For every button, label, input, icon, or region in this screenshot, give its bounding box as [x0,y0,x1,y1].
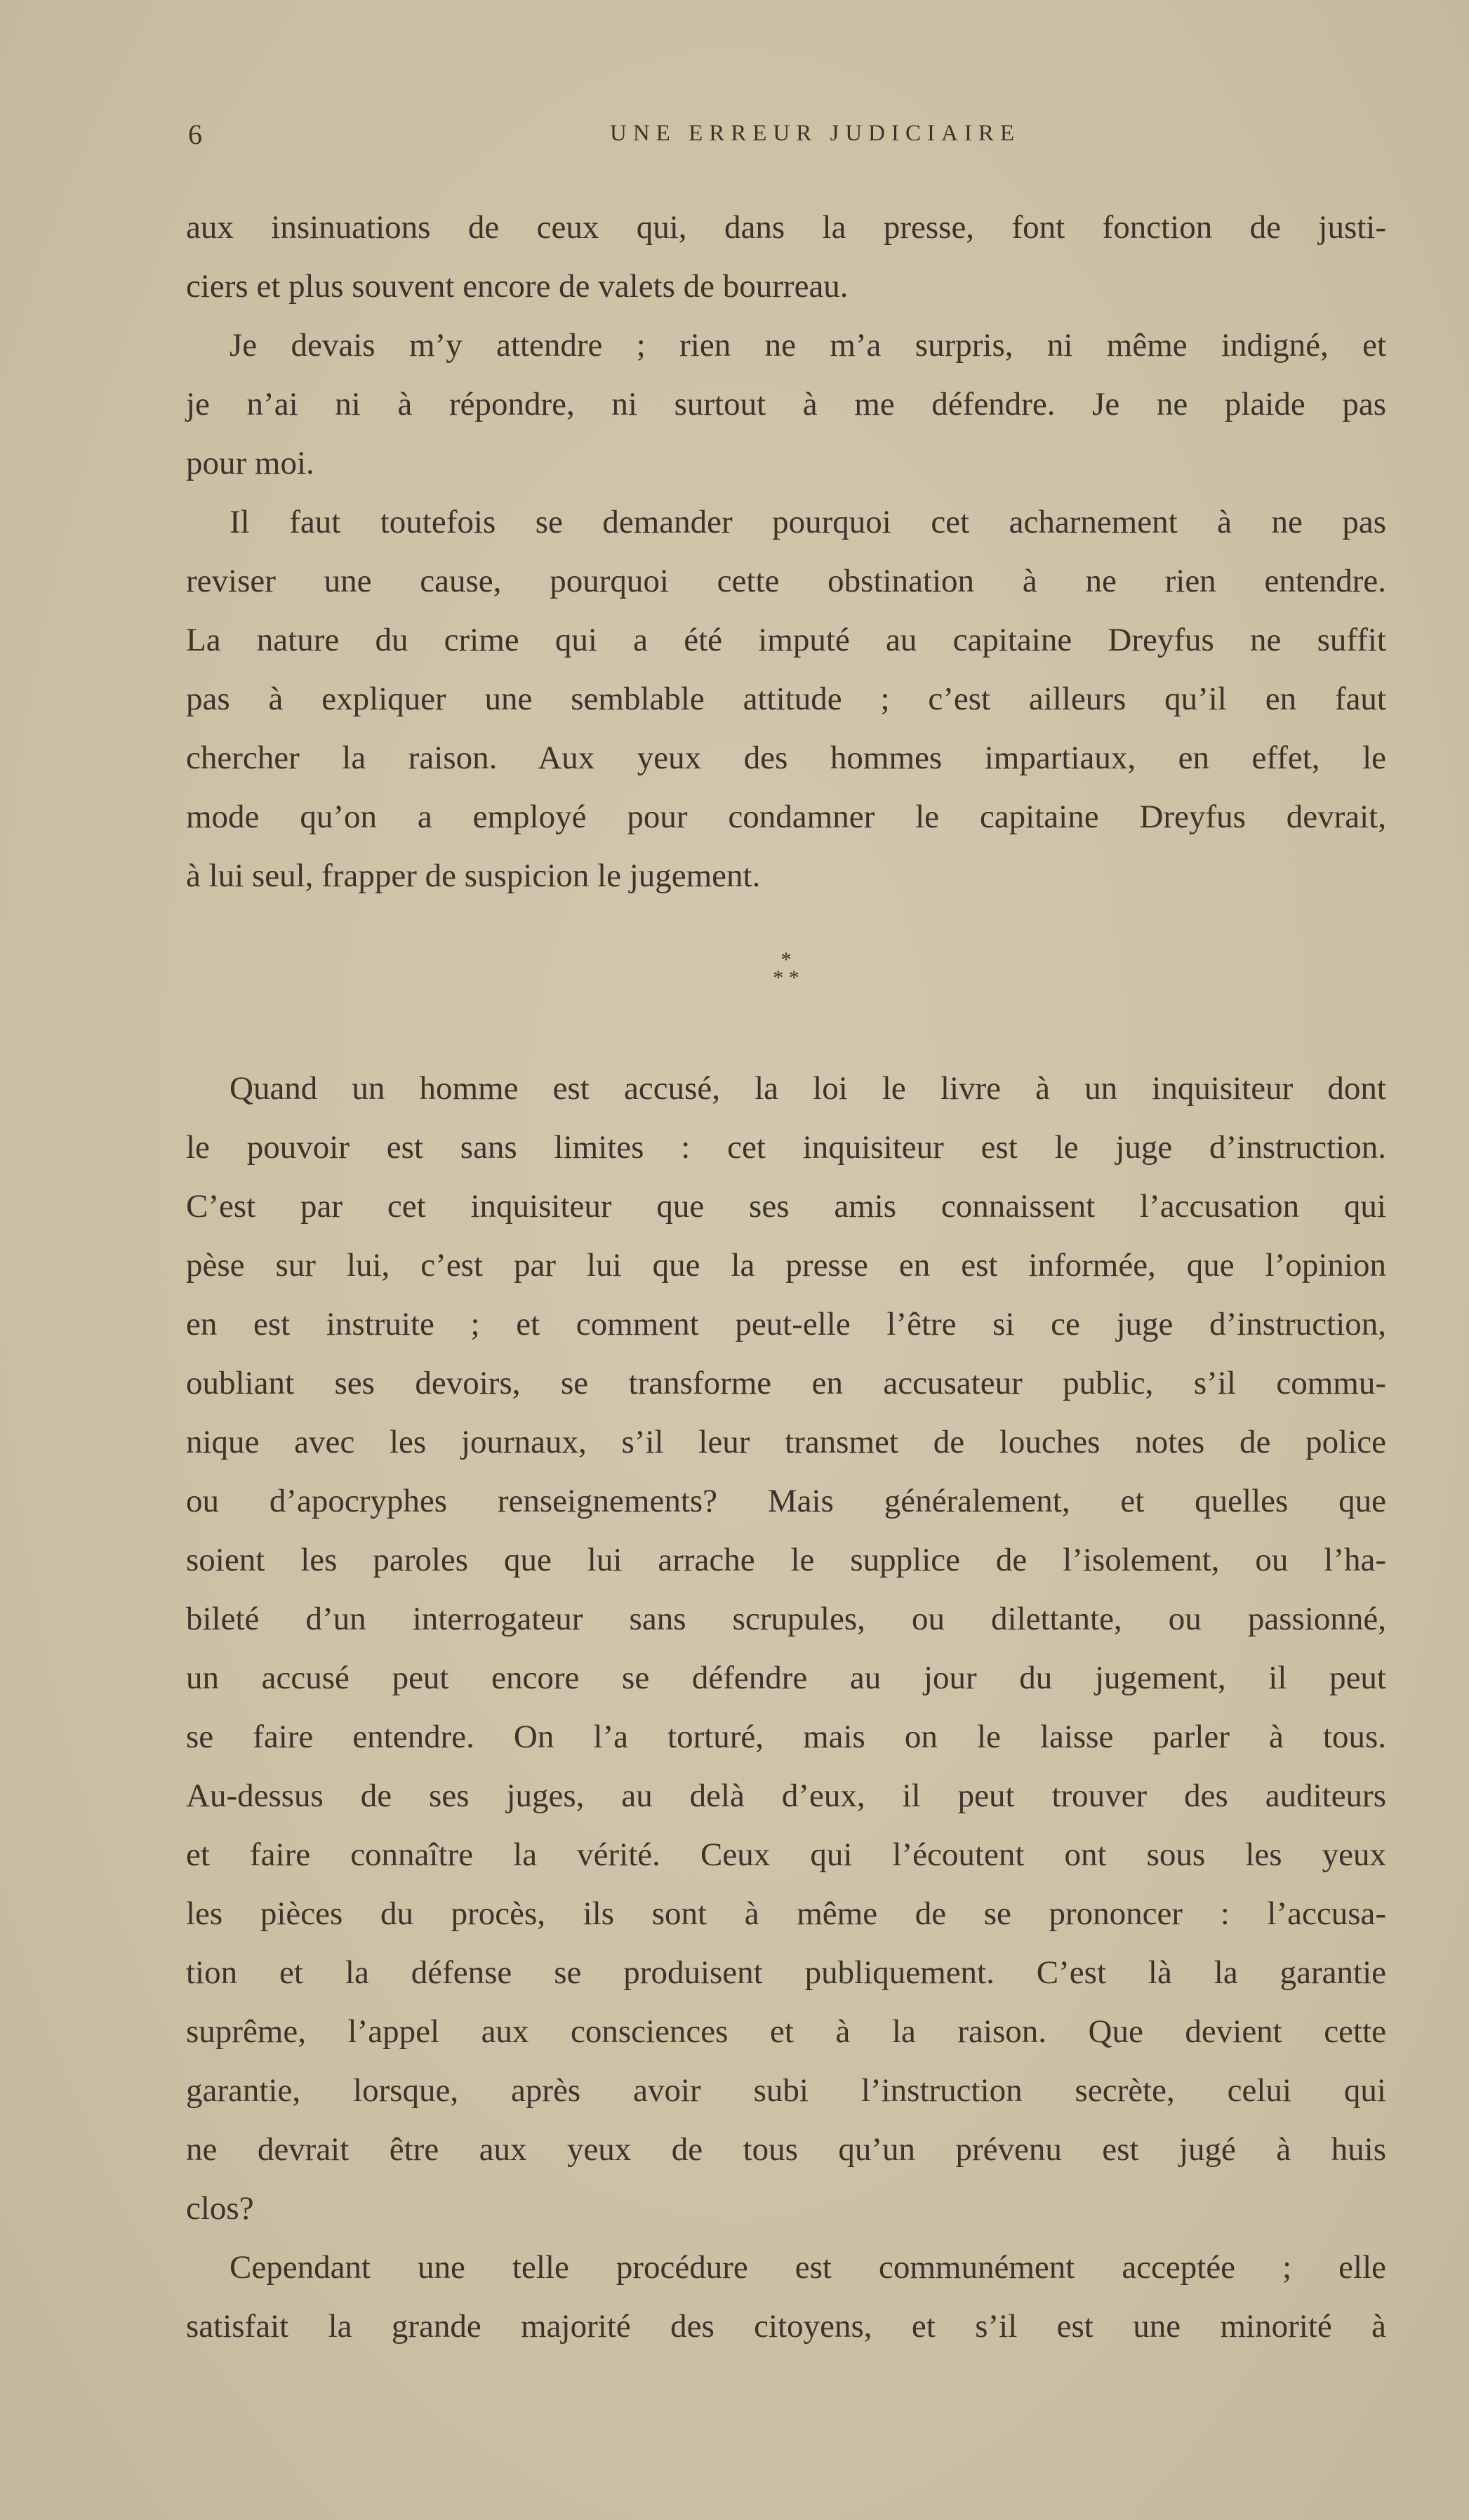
text-line: Au-dessus de ses juges, au delà d’eux, il peut trouver des auditeurs [186,1778,1386,1814]
text-line: reviser une cause, pourquoi cette obstination à ne rien entendre. [186,563,1386,599]
text-line: pas à expliquer une semblable attitude ; c’est ailleurs qu’il en faut [186,681,1386,717]
text-line: un accusé peut encore se défendre au jour du jugement, il peut [186,1660,1386,1696]
running-title: UNE ERREUR JUDICIAIRE [610,121,1021,146]
text-line: Il faut toutefois se demander pourquoi cet acharnement à ne pas [230,504,1386,540]
text-line: le pouvoir est sans limites : cet inquisiteur est le juge d’instruction. [186,1129,1386,1166]
paragraph-block-2 [186,1059,1386,2356]
page-number: 6 [188,119,202,150]
text-line: pour moi. [186,445,314,481]
text-line: ne devrait être aux yeux de tous qu’un prévenu est jugé à huis [186,2131,1386,2168]
text-line: satisfait la grande majorité des citoyens, et s’il est une minorité à [186,2308,1386,2345]
text-line: oubliant ses devoirs, se transforme en accusateur public, s’il commu- [186,1365,1386,1401]
text-line: nique avec les journaux, s’il leur transmet de louches notes de police [186,1424,1386,1460]
text-line: suprême, l’appel aux consciences et à la raison. Que devient cette [186,2013,1386,2050]
text-line: chercher la raison. Aux yeux des hommes impartiaux, en effet, le [186,740,1386,776]
text-line: et faire connaître la vérité. Ceux qui l’écoutent ont sous les yeux [186,1836,1386,1873]
text-line: mode qu’on a employé pour condamner le capitaine Dreyfus devrait, [186,799,1386,835]
text-line: Quand un homme est accusé, la loi le livre à un inquisiteur dont [230,1070,1386,1107]
text-line: aux insinuations de ceux qui, dans la presse, font fonction de justi- [186,209,1386,246]
text-line: ou d’apocryphes renseignements? Mais généralement, et quelles que [186,1483,1386,1519]
text-line: en est instruite ; et comment peut-elle l’être si ce juge d’instruction, [186,1306,1386,1342]
asterism [758,948,814,989]
text-line: tion et la défense se produisent publiquement. C’est là la garantie [186,1954,1386,1991]
text-line: ciers et plus souvent encore de valets de bourreau. [186,268,849,305]
text-line: pèse sur lui, c’est par lui que la presse en est informée, que l’opinion [186,1247,1386,1284]
text-line: je n’ai ni à répondre, ni surtout à me défendre. Je ne plaide pas [186,386,1386,422]
text-line: garantie, lorsque, après avoir subi l’instruction secrète, celui qui [186,2072,1386,2109]
asterism-top: * [780,948,792,971]
text-line: Je devais m’y attendre ; rien ne m’a surpris, ni même indigné, et [230,327,1386,364]
text-line: à lui seul, frapper de suspicion le jugement. [186,858,761,894]
text-line: se faire entendre. On l’a torturé, mais on le laisse parler à tous. [186,1719,1386,1755]
text-line: C’est par cet inquisiteur que ses amis connaissent l’accusation qui [186,1188,1386,1225]
text-line: soient les paroles que lui arrache le supplice de l’isolement, ou l’ha- [186,1542,1386,1578]
asterism-bottom: * * [773,966,799,989]
text-line: Cependant une telle procédure est communément acceptée ; elle [230,2249,1386,2286]
text-line: La nature du crime qui a été imputé au capitaine Dreyfus ne suffit [186,622,1386,658]
paragraph-block-1 [186,198,1386,905]
text-line: bileté d’un interrogateur sans scrupules, ou dilettante, ou passionné, [186,1601,1386,1637]
text-line: les pièces du procès, ils sont à même de se prononcer : l’accusa- [186,1895,1386,1932]
text-line: clos? [186,2190,254,2227]
